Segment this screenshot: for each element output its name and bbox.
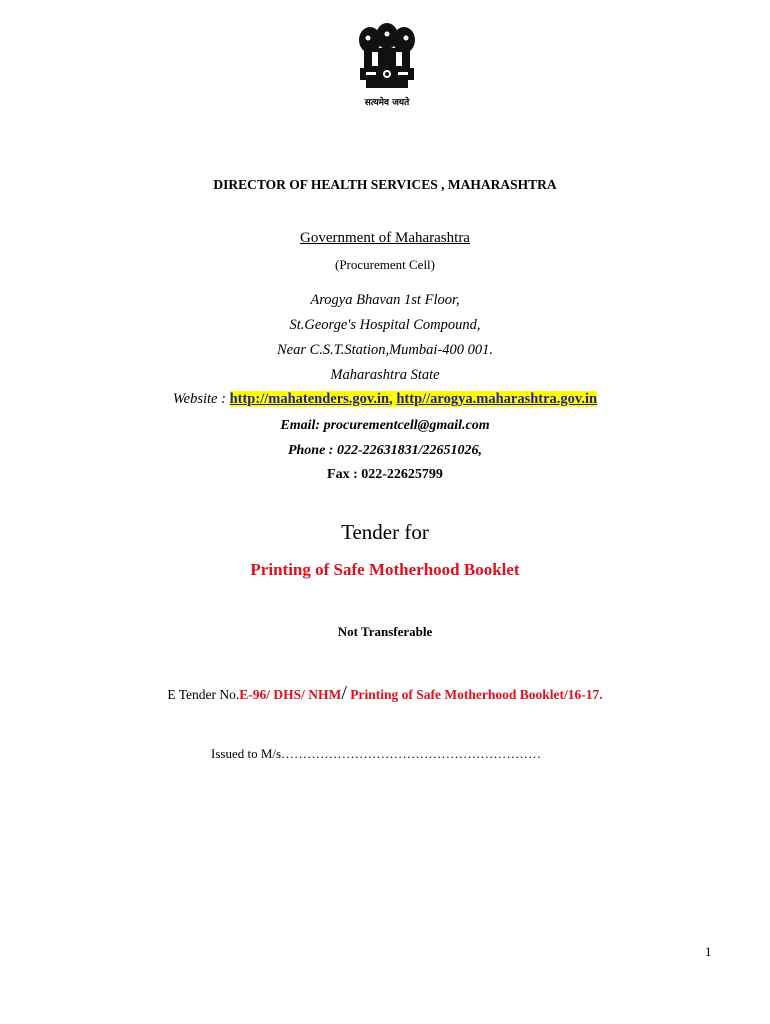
tender-number-rest: Printing of Safe Motherhood Booklet/16-17. <box>346 687 603 702</box>
department-heading: DIRECTOR OF HEALTH SERVICES , MAHARASHTRA <box>213 177 557 192</box>
website-link-arogya[interactable]: http//arogya.maharashtra.gov.in <box>396 391 598 407</box>
tender-number-code: E-96/ DHS/ NHM <box>239 687 342 702</box>
emblem-motto: सत्यमेव जयते <box>364 98 410 108</box>
tender-heading: Tender for <box>341 520 429 544</box>
ashoka-emblem-icon <box>346 22 428 94</box>
tender-number-slash: / <box>341 682 347 704</box>
address-line-4: Maharashtra State <box>330 367 440 383</box>
issued-to-line: Issued to M/s…………………………………………………… <box>211 746 542 761</box>
tender-title: Printing of Safe Motherhood Booklet <box>250 560 520 579</box>
website-separator: , <box>389 391 397 407</box>
website-link-mahatenders[interactable]: http://mahatenders.gov.in <box>229 391 390 407</box>
procurement-cell: (Procurement Cell) <box>335 257 435 272</box>
address-line-1: Arogya Bhavan 1st Floor, <box>310 292 460 308</box>
address-line-3: Near C.S.T.Station,Mumbai-400 001. <box>276 342 494 358</box>
phone-line: Phone : 022-22631831/22651026, <box>287 443 483 458</box>
website-label: Website : <box>172 391 230 407</box>
fax-line: Fax : 022-22625799 <box>327 467 443 482</box>
page-number: 1 <box>705 944 712 959</box>
tender-number-line <box>0 682 770 705</box>
ashoka-emblem <box>346 22 428 112</box>
email-line: Email: procurementcell@gmail.com <box>280 418 490 433</box>
not-transferable-label: Not Transferable <box>337 624 433 639</box>
website-line <box>0 391 770 408</box>
government-name: Government of Maharashtra <box>300 230 470 246</box>
address-line-2: St.George's Hospital Compound, <box>289 317 481 333</box>
tender-number-label: E Tender No. <box>167 687 240 702</box>
